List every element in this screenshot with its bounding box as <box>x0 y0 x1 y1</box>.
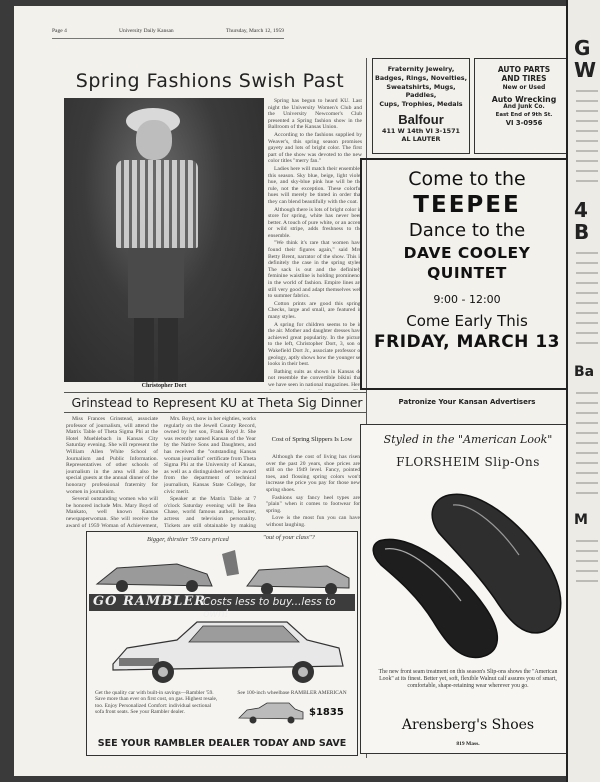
article-paragraph: Bathing suits as shown in Kansas do not resemble the convertible bikini that we have seen in national magazines. Here <box>268 368 362 388</box>
adjacent-text-line <box>576 492 598 494</box>
fashion-article <box>268 98 362 390</box>
teepee-come: Come to the <box>408 168 526 190</box>
adjacent-text-line <box>576 392 598 394</box>
jewelry-ad-line: Badges, Rings, Novelties, <box>374 73 468 82</box>
jewelry-ad-name: Balfour <box>398 111 444 127</box>
adjacent-text-line <box>576 100 598 102</box>
shoe-ad-product: FLORSHEIM Slip-Ons <box>396 455 540 469</box>
article-paragraph: Although there is lots of bright color in store for spring, white has never been better. A touch of pure white, or an accent or wild stripe, adds freshness to the ensemble. <box>268 206 362 239</box>
photo-head <box>136 120 172 160</box>
shoe-ad-store: Arensberg's Shoes <box>401 717 535 733</box>
article-paragraph: Cotton prints are good this spring. Checks, large and small, are featured in many styles. <box>268 300 362 320</box>
jewelry-ad-address: 411 W 14th VI 3-1571 <box>382 126 460 135</box>
slippers-headline: Cost of Spring Slippers Is Low <box>271 436 353 443</box>
teepee-dance-ad <box>360 158 574 390</box>
rambler-small-car-illustration <box>237 702 305 724</box>
article-paragraph: According to the fashions supplied by Weaver's, this spring season promises gayety and lots of bright color. The first part of the show was devoted to the new color titles "merry fan." <box>268 131 362 165</box>
auto-ad-company: And Junk Co. <box>503 104 545 110</box>
adjacent-text-line <box>576 140 598 142</box>
shoe-ad-address: 819 Mass. <box>456 741 480 747</box>
folio-paper-name: University Daily Kansan <box>118 28 174 34</box>
auto-ad-address: East End of 9th St. <box>495 112 553 118</box>
adjacent-text-line <box>576 110 598 112</box>
auto-wrecking-ad <box>474 58 574 154</box>
adjacent-text-line <box>576 550 598 552</box>
adjacent-text-line <box>576 560 598 562</box>
rambler-price: $1835 <box>309 707 344 718</box>
grinstead-headline: Grinstead to Represent KU at Theta Sig Dinner <box>71 395 363 410</box>
balfour-jewelry-ad <box>372 58 470 154</box>
rambler-top-right: "out of your class"? <box>263 534 315 541</box>
teepee-time: 9:00 - 12:00 <box>433 293 501 306</box>
rambler-car-illustration <box>107 614 347 688</box>
section-rule <box>64 392 366 393</box>
folio-page-number: Page 4 <box>52 28 67 34</box>
rambler-logo: GO RAMBLER <box>93 594 207 609</box>
adjacent-text-line <box>576 282 598 284</box>
adjacent-text-line <box>576 120 598 122</box>
jewelry-ad-line: Cups, Trophies, Medals <box>379 100 463 109</box>
adjacent-letter: W <box>574 58 597 82</box>
shoe-ad-styled: Styled in the "American Look" <box>383 433 553 446</box>
adjacent-text-line <box>576 332 598 334</box>
adjacent-text-line <box>576 170 598 172</box>
adjacent-text-line <box>576 150 598 152</box>
adjacent-text-line <box>576 412 598 414</box>
rambler-ad <box>86 531 358 756</box>
adjacent-text-line <box>576 130 598 132</box>
adjacent-text-line <box>576 452 598 454</box>
rambler-body-text: Get the quality car with built-in savings—Rambler '59. Save more than ever on first cost, on gas. Highest resale, too. Enjoy Personalized Comfort: individual sectional sofa front seats. See your Rambler dealer. <box>95 690 218 716</box>
adjacent-letter: M <box>574 512 588 528</box>
jewelry-ad-line: Sweatshirts, Mugs, Paddles, <box>386 82 456 100</box>
auto-ad-line3: New or Used <box>502 84 546 91</box>
rambler-tagline: Costs less to buy...less to own! <box>203 596 336 620</box>
adjacent-text-line <box>576 540 598 542</box>
adjacent-text-line <box>576 180 598 182</box>
photo-caption: Christopher Dort <box>141 383 187 389</box>
grinstead-article-col2 <box>164 416 256 528</box>
auto-ad-phone: VI 3-0956 <box>505 119 543 127</box>
article-paragraph: Ladies here will match their ensembles this season. Sky blue, beige, light violet hue, and sky-blue pink hue will be the rule, not the exception. These colorful hues will merely be tinted in order that they can blend beautifully with the coat. <box>268 165 362 205</box>
adjacent-letter: Ba <box>574 364 595 380</box>
page-folio <box>52 28 284 39</box>
teepee-date: FRIDAY, MARCH 13 <box>374 332 560 352</box>
adjacent-letter: G <box>574 36 591 60</box>
adjacent-letter: B <box>574 220 590 244</box>
rambler-top-left: Bigger, thirstier '59 cars priced <box>147 536 229 543</box>
auto-ad-name: Auto Wrecking <box>491 95 557 104</box>
adjacent-text-line <box>576 312 598 314</box>
adjacent-text-line <box>576 580 598 582</box>
adjacent-text-line <box>576 472 598 474</box>
folio-date: Thursday, March 12, 1959 <box>225 28 284 34</box>
adjacent-text-line <box>576 442 598 444</box>
loafer-shoes-illustration <box>369 481 567 661</box>
fashion-photo <box>64 98 264 382</box>
auto-ad-line2: AND TIRES <box>501 74 547 83</box>
article-paragraph: Although the cost of living has risen over the past 20 years, shoe prices are still on the 1949 level. Fancy, pointed toes, and flossing spring colors won't increase the price you pay for those new spring shoes. <box>266 454 360 493</box>
adjacent-text-line <box>576 160 598 162</box>
article-paragraph: "We think it's rare that women have found their figures again," said Mrs. Betty Brent, narrator of the show. This is definitely the case in the spring styles. The sack is out and the definitely feminine waistline is holding prominence in the world of fashion. Empire lines are still very good and adapt themselves well to summer fabrics. <box>268 240 362 300</box>
shoe-ad-description: The new front seam treatment on this season's Slip-ons shows the "American Look" at its finest. Better yet, soft, flexible Walnut calf assures you of smart, comfortable, shape-retaining wear wherever you go. <box>378 669 558 690</box>
adjacent-text-line <box>576 432 598 434</box>
teepee-dance: Dance to the <box>408 220 526 241</box>
adjacent-letter: 4 <box>574 198 588 222</box>
article-paragraph: Several outstanding women who will be honored include Mrs. Mary Boyd of Mankato, well known Kansas newspaperwoman. She will receive the award of 1959 Woman of Achievement, <box>66 496 158 528</box>
article-paragraph: Miss Frances Grinstead, associate professor of journalism, will attend the Matrix Table of Theta Sigma Phi at the Hotel Muehlebach in Kansas City Saturday evening. She will represent the William Allen White School of Journalism and Public Information. Representatives of other schools of journalism in the area will also be special guests at the annual dinner of the honorary professional fraternity for women in journalism. <box>66 416 158 495</box>
jewelry-ad-line: Fraternity Jewelry, <box>387 65 455 73</box>
teepee-band-line2: QUINTET <box>427 264 507 282</box>
patronize-banner: Patronize Your Kansan Advertisers <box>398 398 536 406</box>
photo-shirt <box>116 160 198 248</box>
photo-legs <box>134 318 178 382</box>
jewelry-ad-contact: AL LAUTER <box>401 134 441 143</box>
rambler-upper-cars-illustration <box>87 544 358 594</box>
teepee-band-line1: DAVE COOLEY <box>403 244 531 262</box>
adjacent-text-line <box>576 272 598 274</box>
rambler-footer: SEE YOUR RAMBLER DEALER TODAY AND SAVE <box>97 738 347 749</box>
rambler-price-label: See 100-inch wheelbase RAMBLER AMERICAN <box>237 690 347 696</box>
adjacent-text-line <box>576 402 598 404</box>
adjacent-text-line <box>576 262 598 264</box>
article-paragraph: Love is the most fun you can have without laughing. <box>266 515 360 528</box>
article-paragraph: Speaker at the Matrix Table at 7 o'clock Saturday evening will be Bea Chase, world famous author, lecturer, actress and television personality. Tickets are still obtainable by making <box>164 496 256 528</box>
adjacent-text-line <box>576 90 598 92</box>
adjacent-text-line <box>576 422 598 424</box>
adjacent-text-line <box>576 302 598 304</box>
adjacent-text-line <box>576 482 598 484</box>
adjacent-page-edge <box>566 0 600 782</box>
florsheim-shoe-ad <box>360 424 574 754</box>
teepee-early: Come Early This <box>406 312 528 330</box>
grinstead-article-col1 <box>66 416 158 528</box>
auto-ad-line1: AUTO PARTS <box>497 65 551 74</box>
article-paragraph: Fashions say fancy heel types are "plain" when it comes to footwear for spring. <box>266 494 360 514</box>
adjacent-text-line <box>576 252 598 254</box>
adjacent-text-line <box>576 570 598 572</box>
fashion-headline: Spring Fashions Swish Past <box>75 70 345 92</box>
newspaper-page <box>14 6 566 776</box>
adjacent-text-line <box>576 322 598 324</box>
slippers-article <box>266 454 360 528</box>
article-paragraph: Spring has begun to heard KU. Last night the University Women's Club and the University Newcomer's Club presented a Spring fashion show in the Ballroom of the Kansas Union. <box>268 98 362 131</box>
adjacent-text-line <box>576 342 598 344</box>
adjacent-text-line <box>576 462 598 464</box>
teepee-venue: TEEPEE <box>413 192 521 218</box>
article-paragraph: Mrs. Boyd, now in her eighties, works regularly on the Jewell County Record, owned by her son, Frank Boyd Jr. She was recently named Kansan of the Year by the Native Sons and Daughters, and has received the "outstanding Kansas woman journalist" certificate from Theta Sigma Phi at the University of Kansas, as well as a distinguished service award from the department of technical journalism, Kansas State College, for civic merit. <box>164 416 256 495</box>
article-paragraph: A spring for children seems to be in the air. Mother and daughter dresses have achieved great popularity. In the picture to the left, Christopher Dort, 3, son of Wakefield Dort Jr., associate professor of geology, aptly shows how the younger set looks in their best. <box>268 321 362 368</box>
section-rule <box>64 412 366 413</box>
adjacent-text-line <box>576 292 598 294</box>
jewelry-ad-lines <box>373 65 469 109</box>
photo-pants <box>128 248 184 318</box>
